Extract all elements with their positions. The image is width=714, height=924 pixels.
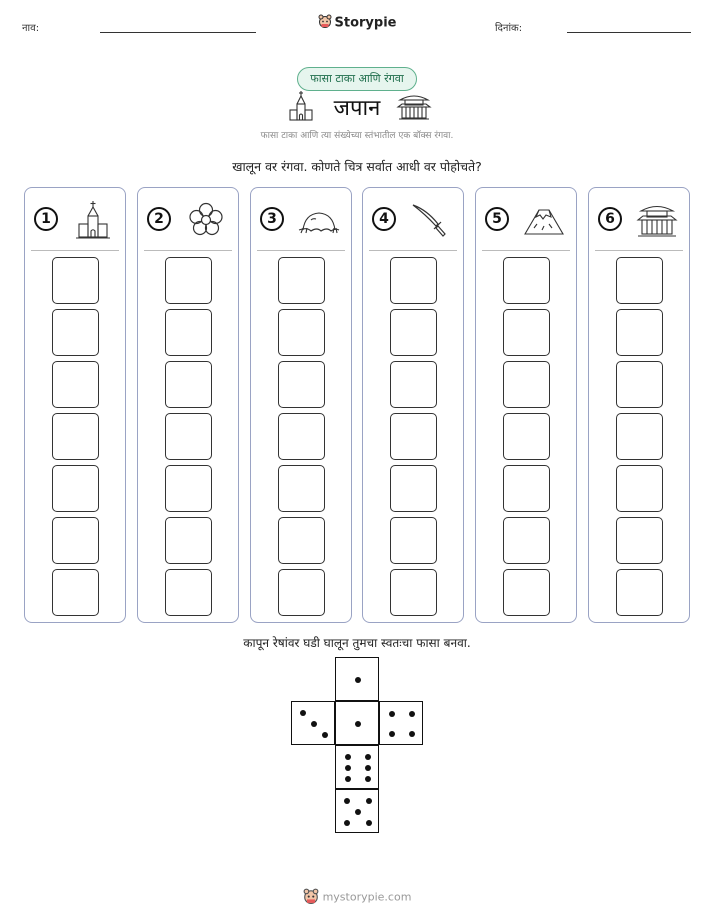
pip [355, 809, 361, 815]
color-box[interactable] [278, 465, 325, 512]
dice-face-five [335, 789, 379, 833]
color-box[interactable] [616, 569, 663, 616]
color-box[interactable] [503, 309, 550, 356]
color-box[interactable] [616, 465, 663, 512]
column-number: 2 [147, 207, 171, 231]
pip [344, 820, 350, 826]
storypie-logo-icon [318, 14, 332, 32]
column-6 [588, 187, 690, 623]
pip [344, 798, 350, 804]
color-box[interactable] [52, 517, 99, 564]
sword-icon [409, 200, 453, 240]
color-box[interactable] [390, 465, 437, 512]
column-divider [257, 250, 345, 251]
color-box[interactable] [278, 569, 325, 616]
pip [365, 776, 371, 782]
cut-instruction: कापून रेषांवर घडी घालून तुमचा स्वतःचा फासा बनवा. [243, 636, 471, 650]
color-box[interactable] [390, 361, 437, 408]
color-box[interactable] [52, 465, 99, 512]
activity-badge: फासा टाका आणि रंगवा [297, 67, 417, 91]
mountain-icon [522, 200, 566, 240]
pip [345, 776, 351, 782]
pip [366, 820, 372, 826]
column-number: 1 [34, 207, 58, 231]
column-number: 4 [372, 207, 396, 231]
column-divider [595, 250, 683, 251]
name-line[interactable] [100, 32, 256, 33]
color-box[interactable] [503, 361, 550, 408]
column-divider [144, 250, 232, 251]
church-icon [71, 200, 115, 240]
date-line[interactable] [567, 32, 691, 33]
color-box[interactable] [165, 517, 212, 564]
title-temple-icon [396, 92, 432, 124]
color-box[interactable] [52, 413, 99, 460]
pip [389, 731, 395, 737]
pip [365, 754, 371, 760]
color-box[interactable] [278, 517, 325, 564]
pip [345, 765, 351, 771]
color-box[interactable] [616, 309, 663, 356]
color-box[interactable] [616, 257, 663, 304]
color-box[interactable] [616, 361, 663, 408]
color-box[interactable] [52, 569, 99, 616]
pip [409, 731, 415, 737]
dice-face-one [335, 657, 379, 701]
color-box[interactable] [390, 257, 437, 304]
column-3 [250, 187, 352, 623]
color-box[interactable] [52, 257, 99, 304]
color-box[interactable] [390, 413, 437, 460]
color-box[interactable] [616, 413, 663, 460]
color-box[interactable] [165, 569, 212, 616]
color-box[interactable] [278, 361, 325, 408]
dice-face-four [379, 701, 423, 745]
pip [409, 711, 415, 717]
color-box[interactable] [278, 413, 325, 460]
question-text: खालून वर रंगवा. कोणते चित्र सर्वात आधी वर पोहोचते? [232, 159, 482, 174]
pip [389, 711, 395, 717]
date-label: दिनांक: [495, 23, 523, 34]
dice-face-three [291, 701, 335, 745]
color-box[interactable] [503, 413, 550, 460]
pip [355, 721, 361, 727]
instruction-text: फासा टाका आणि त्या संख्येच्या स्तंभातील एक बॉक्स रंगवा. [260, 131, 454, 141]
color-box[interactable] [165, 257, 212, 304]
name-label: नाव: [22, 23, 40, 34]
dice-face-one [335, 701, 379, 745]
column-number: 6 [598, 207, 622, 231]
column-number: 3 [260, 207, 284, 231]
brand-logo [0, 14, 714, 32]
pip [365, 765, 371, 771]
footer-url[interactable]: mystorypie.com [322, 890, 412, 904]
column-number: 5 [485, 207, 509, 231]
pip [366, 798, 372, 804]
page-title: जपान [333, 96, 381, 121]
column-5 [475, 187, 577, 623]
color-box[interactable] [503, 465, 550, 512]
column-divider [31, 250, 119, 251]
pip [311, 721, 317, 727]
column-4 [362, 187, 464, 623]
temple-icon [635, 200, 679, 240]
color-box[interactable] [165, 465, 212, 512]
storypie-logo-icon [303, 888, 319, 907]
color-box[interactable] [503, 257, 550, 304]
brand-name: Storypie [334, 15, 397, 31]
column-1 [24, 187, 126, 623]
color-box[interactable] [503, 569, 550, 616]
color-box[interactable] [278, 309, 325, 356]
color-box[interactable] [165, 413, 212, 460]
pip [300, 710, 306, 716]
color-box[interactable] [390, 309, 437, 356]
color-box[interactable] [503, 517, 550, 564]
color-box[interactable] [390, 517, 437, 564]
footer [0, 888, 714, 907]
column-2 [137, 187, 239, 623]
pip [345, 754, 351, 760]
pip [355, 677, 361, 683]
color-box[interactable] [165, 309, 212, 356]
column-divider [482, 250, 570, 251]
dice-face-six [335, 745, 379, 789]
color-box[interactable] [52, 361, 99, 408]
pip [322, 732, 328, 738]
color-box[interactable] [165, 361, 212, 408]
rock-icon [297, 200, 341, 240]
flower-icon [184, 200, 228, 240]
color-box[interactable] [52, 309, 99, 356]
color-box[interactable] [278, 257, 325, 304]
column-divider [369, 250, 457, 251]
color-box[interactable] [390, 569, 437, 616]
color-box[interactable] [616, 517, 663, 564]
